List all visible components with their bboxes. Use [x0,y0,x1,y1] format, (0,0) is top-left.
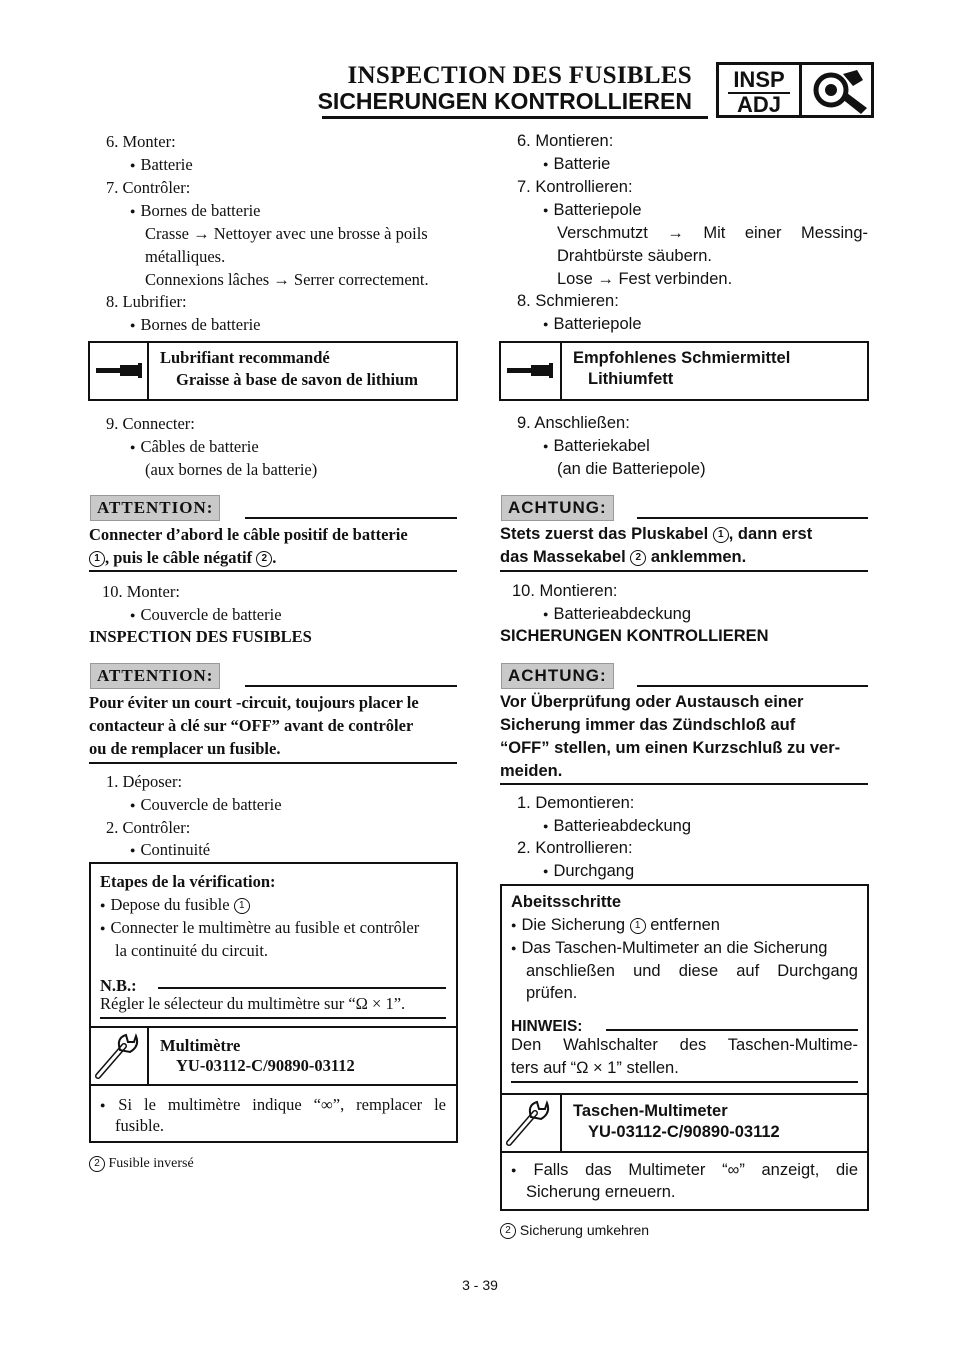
de-remove-item: ● Batterieabdeckung [543,817,691,836]
fr-step-6-item: ● Batterie [130,155,193,175]
ref-1: 1 [89,551,105,567]
fr-attention-text-1a: Connecter d’abord le câble positif de batterie [89,525,408,544]
de-attention-text-1a [500,525,812,544]
de-tool-title: Taschen-Multimeter [573,1102,728,1120]
fr-note-rule [158,987,446,989]
de-check-item: ● Durchgang [543,862,634,881]
header-rule [322,116,708,119]
de-remove-step: 1. Demontieren: [517,794,635,812]
de-section-title: SICHERUNGEN KONTROLLIEREN [500,627,769,645]
fr-note-end-rule [100,1017,446,1019]
fr-note-text: Régler le sélecteur du multimètre sur “Ω × 1”. [100,994,406,1013]
de-step-9: 9. Anschließen: [517,414,630,432]
fr-step-9: 9. Connecter: [106,414,195,433]
fr-remove-item: ● Couvercle de batterie [130,795,282,815]
wrench-inspection-icon [805,68,871,116]
de-note-text-2: ters auf “Ω × 1” stellen. [511,1059,679,1077]
ref-2: 2 [630,550,646,566]
fr-procedure-item-2: ● Connecter le multimètre au fusible et contrôler [100,918,419,938]
de-procedure-title: Abeitsschritte [511,893,622,911]
fr-attention-text-2b: contacteur à clé sur “OFF” avant de contrôler [89,716,414,735]
fr-step-9-text: (aux bornes de la batterie) [145,460,318,479]
header-title-fr: INSPECTION DES FUSIBLES [347,62,692,89]
fr-procedure-item-2-cont: la continuité du circuit. [115,941,269,960]
ref-2: 2 [89,1156,105,1172]
fr-attention-end-rule-1 [89,570,457,572]
grease-gun-icon [96,363,144,379]
de-step-9-item: ● Batteriekabel [543,437,650,456]
fr-caption [89,1156,194,1172]
ref-1: 1 [234,898,250,914]
fr-attention-text-1b-part: , puis le câble négatif [105,548,257,567]
de-attention-text-1b [500,548,746,567]
fr-tool-bottom-rule [89,1084,458,1086]
de-tool-top-rule [500,1093,869,1095]
fr-attention-text-2a: Pour éviter un court -circuit, toujours placer le [89,693,419,712]
de-attention-text-1b-end: anklemmen. [646,548,747,566]
fr-check-item: ● Continuité [130,840,210,860]
fr-replace-text-2: fusible. [115,1116,165,1135]
de-procedure-item-1-end: entfernen [645,916,720,934]
de-procedure-item-2: ● Das Taschen-Multimeter an die Sicherung [511,939,827,958]
de-step-10-item: ● Batterieabdeckung [543,605,691,624]
de-attention-end-rule-1 [500,570,868,572]
de-check-step: 2. Kontrollieren: [517,839,633,857]
fr-caption-text: Fusible inversé [108,1156,194,1172]
insp-adj-badge [716,62,874,118]
fr-attention-rule-1 [245,517,457,519]
de-attention-text-1b-part: das Massekabel [500,548,631,566]
de-step-7: 7. Kontrollieren: [517,178,633,196]
de-lubricant-title: Empfohlenes Schmiermittel [573,349,791,367]
fr-tool-top-rule [89,1026,458,1028]
fr-tool-value: YU-03112-C/90890-03112 [176,1056,355,1075]
de-attention-label-1: ACHTUNG: [501,495,614,521]
multimeter-tool-icon [505,1099,551,1147]
de-step-6-item: ● Batterie [543,155,610,174]
de-attention-rule-1 [637,517,868,519]
de-step-8: 8. Schmieren: [517,292,619,310]
de-tool-divider [560,1093,562,1152]
de-attention-rule-2 [637,685,868,687]
ref-2: 2 [500,1223,516,1239]
de-note-end-rule [511,1081,858,1083]
de-attention-text-2b: Sicherung immer das Zündschloß auf [500,716,796,734]
fr-check-step: 2. Contrôler: [106,818,191,837]
de-attention-label-2: ACHTUNG: [501,663,614,689]
de-step-7-item: ● Batteriepole [543,201,642,220]
de-lubricant-divider [560,341,562,401]
fr-procedure-title: Etapes de la vérification: [100,872,276,891]
badge-vertical-divider [799,65,802,115]
fr-procedure-item-1 [100,895,250,915]
de-step-9-text: (an die Batteriepole) [557,460,706,478]
fr-tool-title: Multimètre [160,1036,241,1055]
de-step-7-text-1: Verschmutzt → Mit einer Messing- [557,224,868,242]
badge-top-text: INSP [733,67,785,92]
de-lubricant-value: Lithiumfett [588,370,674,388]
fr-attention-end-rule-2 [89,762,457,764]
de-step-8-item: ● Batteriepole [543,315,642,334]
fr-attention-text-2c: ou de remplacer un fusible. [89,739,281,758]
de-step-10: 10. Montieren: [512,582,618,600]
de-replace-text-2: Sicherung erneuern. [526,1183,676,1201]
fr-attention-text-1b-end: . [272,548,277,567]
fr-attention-label-2: ATTENTION: [90,663,220,689]
de-note-text-1: Den Wahlschalter des Taschen-Multime- [511,1036,858,1054]
fr-step-7-text-2: métalliques. [145,247,226,266]
de-caption [500,1222,649,1239]
fr-step-7-text-3: Connexions lâches → Serrer correctement. [145,270,429,289]
header-title-de: SICHERUNGEN KONTROLLIEREN [317,88,692,114]
fr-attention-text-1b [89,548,276,568]
fr-section-title: INSPECTION DES FUSIBLES [89,627,312,646]
de-step-7-text-2: Drahtbürste säubern. [557,247,713,265]
de-replace-text-1: ● Falls das Multimeter “∞” anzeigt, die [511,1161,858,1180]
de-procedure-item-1 [511,916,720,935]
de-procedure-item-2-end: prüfen. [526,984,578,1002]
de-attention-end-rule-2 [500,783,868,785]
fr-replace-text-1: ● Si le multimètre indique “∞”, remplacer le [100,1095,446,1115]
fr-step-10: 10. Monter: [102,582,180,601]
ref-1: 1 [630,918,646,934]
de-attention-text-1a-part: Stets zuerst das Pluskabel [500,525,713,543]
fr-step-10-item: ● Couvercle de batterie [130,605,282,625]
fr-attention-label-1: ATTENTION: [90,495,220,521]
page-number: 3 - 39 [462,1277,498,1293]
fr-step-8: 8. Lubrifier: [106,292,187,311]
ref-2: 2 [256,551,272,567]
de-note-label: HINWEIS: [511,1018,583,1035]
fr-procedure-item-1-text: Depose du fusible [110,895,234,914]
badge-bottom-text: ADJ [736,92,781,117]
de-attention-text-2a: Vor Überprüfung oder Austausch einer [500,693,804,711]
ref-1: 1 [713,527,729,543]
grease-gun-icon [507,363,555,379]
fr-step-7-item: ● Bornes de batterie [130,201,260,221]
fr-lubricant-divider [147,341,149,401]
fr-step-7-text-1: Crasse → Nettoyer avec une brosse à poils [145,224,428,243]
de-step-6: 6. Montieren: [517,132,614,150]
fr-lubricant-value: Graisse à base de savon de lithium [176,370,419,389]
multimeter-tool-icon [94,1032,140,1080]
fr-step-8-item: ● Bornes de batterie [130,315,260,335]
de-tool-value: YU-03112-C/90890-03112 [588,1123,780,1141]
de-attention-text-1a-end: , dann erst [728,525,813,543]
de-attention-text-2d: meiden. [500,762,563,780]
de-step-7-text-3: Lose → Fest verbinden. [557,270,733,288]
de-procedure-item-1-text: Die Sicherung [521,916,630,934]
de-caption-text: Sicherung umkehren [519,1222,650,1238]
fr-lubricant-title: Lubrifiant recommandé [160,348,330,367]
fr-step-7: 7. Contrôler: [106,178,191,197]
fr-attention-rule-2 [245,685,457,687]
fr-step-9-item: ● Câbles de batterie [130,437,259,457]
fr-tool-divider [147,1026,149,1085]
fr-note-label: N.B.: [100,976,137,995]
de-note-rule [606,1029,858,1031]
de-attention-text-2c: “OFF” stellen, um einen Kurzschluß zu ver- [500,739,841,757]
de-procedure-item-2-cont: anschließen und diese auf Durchgang [526,962,858,980]
de-tool-bottom-rule [500,1151,869,1153]
fr-step-6: 6. Monter: [106,132,176,151]
fr-remove-step: 1. Déposer: [106,772,183,791]
